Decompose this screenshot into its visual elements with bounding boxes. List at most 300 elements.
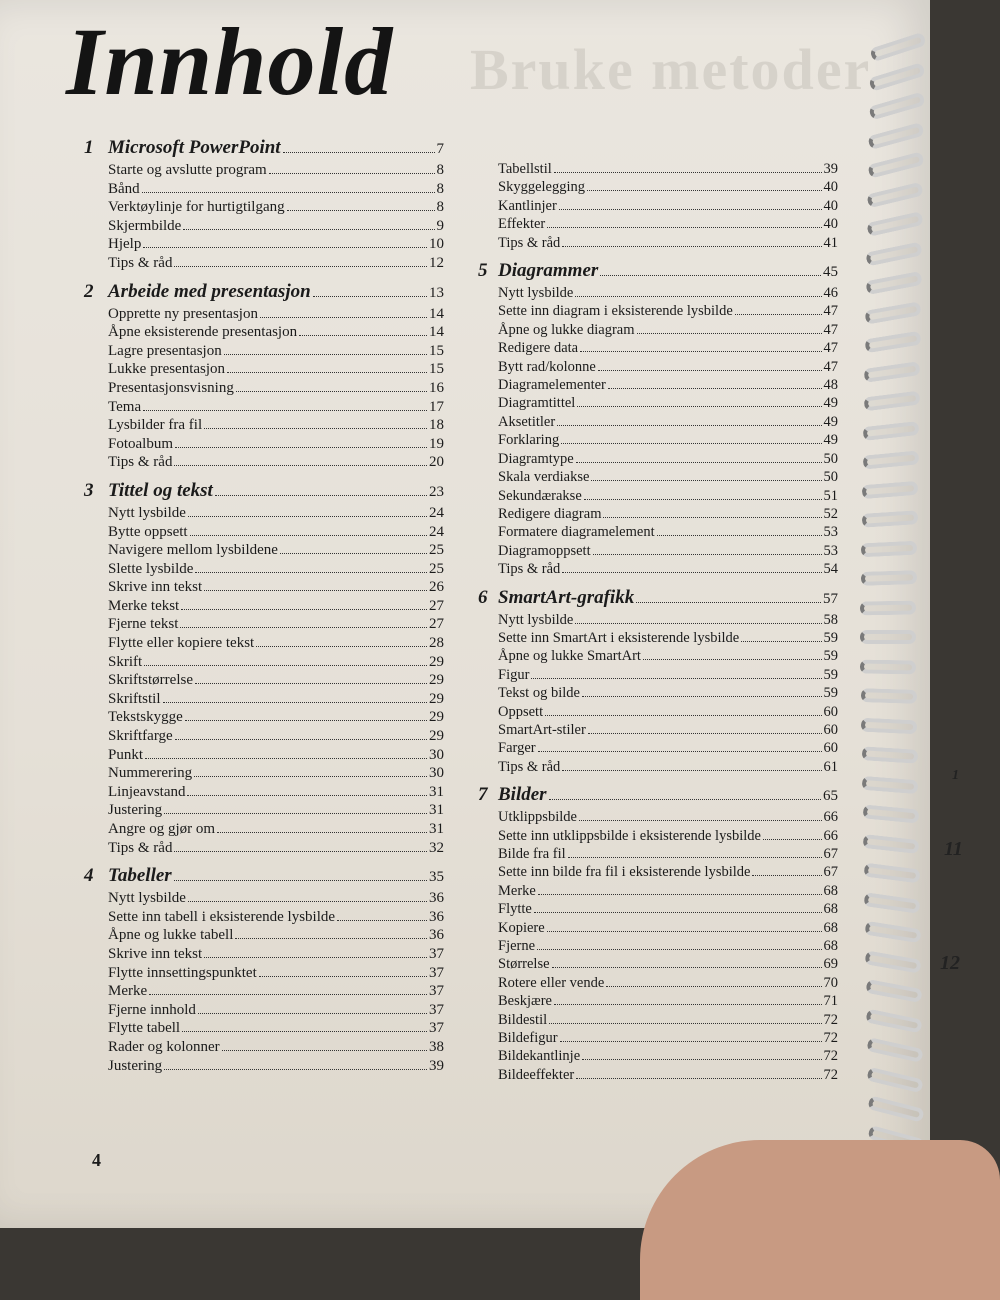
chapter-heading (84, 864, 444, 889)
toc-entry (478, 178, 838, 196)
entry-label: Starte og avslutte program (108, 162, 267, 178)
entry-page: 25 (429, 542, 444, 559)
chapter-title: SmartArt-grafikk (498, 586, 635, 608)
spiral-loop (864, 361, 921, 383)
entry-label: Aksetitler (498, 413, 556, 430)
entry-label: Tips & råd (498, 234, 561, 251)
dot-leader (236, 391, 427, 392)
dot-leader (593, 554, 822, 555)
dot-leader (579, 820, 822, 821)
entry-page: 68 (823, 938, 838, 955)
dot-leader (174, 465, 427, 466)
entry-page: 59 (823, 685, 838, 702)
entry-page: 66 (823, 827, 838, 844)
chapter-title: Microsoft PowerPoint (108, 137, 281, 158)
spiral-loop (868, 62, 926, 92)
entry-label: Tekst og bilde (498, 685, 580, 702)
entry-page: 25 (429, 560, 444, 577)
entry-page: 24 (429, 523, 444, 540)
entry-label: Lagre presentasjon (108, 342, 222, 359)
entry-page: 38 (429, 1038, 444, 1055)
toc-entry (478, 468, 838, 486)
dot-leader (552, 967, 822, 968)
dot-leader (163, 702, 427, 703)
entry-label: Skrive inn tekst (108, 945, 203, 962)
toc-entry (478, 542, 838, 560)
spiral-loop (862, 480, 919, 498)
dot-leader (175, 447, 427, 448)
entry-label: Merke tekst (108, 597, 180, 614)
toc-entry (84, 801, 444, 820)
entry-label: Rader og kolonner (108, 1038, 220, 1055)
entry-label: Skriftfarge (108, 728, 173, 745)
dot-leader (337, 920, 427, 921)
chapter-number: 2 (84, 280, 94, 302)
toc-entry (84, 435, 444, 454)
dot-leader (591, 480, 821, 481)
toc-chapter (84, 864, 444, 1075)
entry-page: 71 (823, 993, 838, 1010)
entry-page: 68 (823, 901, 838, 918)
toc-entry (84, 342, 444, 361)
dot-leader (575, 623, 821, 624)
toc-entry (84, 597, 444, 616)
dot-leader (577, 406, 821, 407)
dot-leader (142, 192, 435, 193)
toc-entry (478, 321, 838, 339)
entry-page: 14 (429, 324, 444, 341)
toc-entry (478, 234, 838, 252)
toc-entry (84, 746, 444, 765)
entry-page: 59 (823, 648, 838, 665)
spiral-loop (866, 1037, 924, 1063)
page-title: Innhold (66, 8, 394, 115)
dot-leader (260, 317, 427, 318)
dot-leader (741, 641, 821, 642)
toc-entry (84, 198, 444, 217)
entry-page: 20 (429, 454, 444, 471)
dot-leader (175, 739, 427, 740)
entry-label: Bytte oppsett (108, 523, 188, 540)
dot-leader (537, 949, 821, 950)
entry-label: Redigere diagram (498, 505, 602, 522)
toc-entry (84, 360, 444, 379)
toc-entry (478, 666, 838, 684)
spiral-loop (865, 979, 923, 1003)
entry-label: Åpne og lukke tabell (108, 927, 234, 944)
toc-column-right (478, 160, 838, 1084)
toc-entry (84, 634, 444, 653)
toc-entry (84, 820, 444, 839)
entry-label: Opprette ny presentasjon (108, 305, 258, 322)
entry-label: Nytt lysbilde (108, 504, 186, 521)
dot-leader (182, 1031, 427, 1032)
toc-entry (84, 217, 444, 236)
entry-label: Tips & råd (498, 758, 561, 775)
chapter-page: 65 (823, 788, 838, 805)
entry-page: 66 (823, 809, 838, 826)
entry-page: 60 (823, 703, 838, 720)
entry-page: 24 (429, 504, 444, 521)
entry-page: 37 (429, 964, 444, 981)
entry-label: Åpne og lukke SmartArt (498, 648, 641, 665)
toc-entry (478, 358, 838, 376)
entry-page: 53 (823, 542, 838, 559)
dot-leader (547, 227, 821, 228)
toc-entry (84, 504, 444, 523)
toc-entry (478, 302, 838, 320)
dot-leader (269, 173, 435, 174)
dot-leader (217, 832, 427, 833)
toc-entry (84, 235, 444, 254)
entry-page: 36 (429, 927, 444, 944)
toc-entry (478, 431, 838, 449)
entry-page: 40 (823, 179, 838, 196)
spiral-loop (861, 717, 918, 734)
dot-leader (188, 901, 427, 902)
entry-page: 68 (823, 882, 838, 899)
toc-entry (478, 394, 838, 412)
chapter-page: 23 (429, 483, 444, 500)
chapter-title: Bilder (498, 784, 547, 806)
toc-entry (478, 955, 838, 973)
entry-label: Slette lysbilde (108, 560, 194, 577)
entry-page: 19 (429, 435, 444, 452)
toc-entry (478, 215, 838, 233)
entry-label: Sette inn tabell i eksisterende lysbilde (108, 908, 336, 925)
dot-leader (143, 410, 427, 411)
entry-page: 17 (429, 398, 444, 415)
dot-leader (538, 751, 822, 752)
toc-entry (478, 919, 838, 937)
spiral-loop (864, 301, 922, 324)
entry-page: 8 (436, 180, 444, 197)
entry-label: Diagramoppsett (498, 542, 591, 559)
dot-leader (256, 646, 427, 647)
entry-label: Kantlinjer (498, 197, 557, 214)
spiral-loop (864, 921, 922, 944)
toc-entry (478, 703, 838, 721)
spiral-loop (865, 241, 923, 266)
dot-leader (582, 1059, 821, 1060)
entry-label: Figur (498, 666, 530, 683)
spiral-loop (867, 151, 925, 178)
entry-label: Effekter (498, 216, 546, 233)
dot-leader (643, 659, 822, 660)
chapter-heading (478, 586, 838, 611)
entry-page: 72 (823, 1048, 838, 1065)
dot-leader (174, 880, 427, 881)
entry-page: 36 (429, 908, 444, 925)
entry-label: Nytt lysbilde (498, 285, 574, 302)
toc-entry (84, 560, 444, 579)
entry-page: 29 (429, 672, 444, 689)
entry-page: 37 (429, 1020, 444, 1037)
entry-label: Bilde fra fil (498, 846, 566, 862)
spiral-loop (860, 659, 916, 674)
dot-leader (606, 986, 821, 987)
entry-page: 37 (429, 945, 444, 962)
chapter-page: 35 (429, 869, 444, 886)
dot-leader (188, 516, 427, 517)
entry-page: 47 (823, 358, 838, 375)
entry-page: 15 (429, 342, 444, 359)
toc-entry (84, 690, 444, 709)
toc-entry (84, 254, 444, 273)
entry-page: 27 (429, 597, 444, 614)
dot-leader (588, 733, 822, 734)
toc-entry (84, 161, 444, 180)
chapter-title: Tittel og tekst (108, 479, 213, 501)
spiral-loop (869, 32, 927, 63)
dot-leader (608, 388, 822, 389)
toc-entry (84, 908, 444, 927)
dot-leader (600, 275, 821, 276)
entry-page: 39 (429, 1057, 444, 1074)
dot-leader (575, 296, 821, 297)
entry-page: 37 (429, 983, 444, 1000)
dot-leader (164, 1069, 427, 1070)
toc-entry (478, 160, 838, 178)
entry-label: Fjerne tekst (108, 616, 179, 633)
toc-entry (478, 629, 838, 647)
dot-leader (582, 696, 822, 697)
spiral-loop (865, 271, 923, 295)
entry-page: 67 (823, 846, 838, 862)
dot-leader (144, 665, 427, 666)
toc-entry (478, 523, 838, 541)
entry-page: 36 (429, 890, 444, 907)
toc-entry (84, 1001, 444, 1020)
toc-entry (478, 487, 838, 505)
entry-label: Flytte tabell (108, 1020, 181, 1037)
dot-leader (561, 443, 821, 444)
dot-leader (636, 602, 821, 603)
entry-page: 59 (823, 629, 838, 646)
entry-label: Fjerne (498, 938, 536, 955)
toc-entry (84, 982, 444, 1001)
dot-leader (576, 462, 822, 463)
entry-label: Sette inn diagram i eksisterende lysbilde (498, 303, 733, 320)
entry-label: SmartArt-stiler (498, 721, 586, 738)
toc-entry (478, 900, 838, 918)
dot-leader (562, 246, 821, 247)
dot-leader (763, 839, 822, 840)
spiral-loop (867, 121, 925, 149)
entry-label: Bildefigur (498, 1030, 558, 1047)
toc-entry (84, 615, 444, 634)
entry-page: 47 (823, 321, 838, 338)
spiral-loop (862, 450, 919, 469)
toc-entry (478, 1029, 838, 1047)
entry-page: 48 (823, 377, 838, 394)
dot-leader (280, 553, 427, 554)
entry-label: Merke (108, 983, 148, 1000)
toc-chapter (84, 136, 444, 273)
toc-chapter (84, 280, 444, 472)
toc-chapter (478, 160, 838, 252)
entry-label: Skrive inn tekst (108, 579, 203, 596)
entry-label: Størrelse (498, 956, 550, 973)
dot-leader (215, 495, 427, 496)
entry-label: Fotoalbum (108, 435, 174, 452)
dot-leader (180, 627, 427, 628)
dot-leader (584, 499, 822, 500)
toc-entry (84, 305, 444, 324)
spiral-loop (866, 1066, 924, 1093)
entry-label: Skyggelegging (498, 179, 585, 196)
dot-leader (195, 572, 427, 573)
toc-entry (478, 560, 838, 578)
entry-page: 29 (429, 690, 444, 707)
entry-page: 10 (429, 236, 444, 253)
toc-entry (478, 376, 838, 394)
dot-leader (145, 758, 427, 759)
entry-page: 40 (823, 197, 838, 214)
spiral-loop (868, 91, 926, 120)
entry-label: Bytt rad/kolonne (498, 358, 596, 375)
dot-leader (194, 776, 427, 777)
entry-label: Fjerne innhold (108, 1001, 196, 1018)
chapter-title: Diagrammer (498, 260, 599, 282)
chapter-heading (84, 280, 444, 305)
entry-page: 70 (823, 974, 838, 991)
toc-entry (84, 578, 444, 597)
entry-page: 54 (823, 561, 838, 578)
entry-label: Merke (498, 882, 536, 899)
dot-leader (204, 428, 427, 429)
chapter-number: 5 (478, 260, 488, 282)
dot-leader (149, 994, 427, 995)
next-page-number: 12 (940, 952, 960, 974)
dot-leader (538, 894, 822, 895)
entry-label: Skrift (108, 653, 143, 670)
spiral-loop (860, 600, 916, 615)
entry-label: Hjelp (108, 236, 142, 253)
dot-leader (235, 938, 427, 939)
chapter-number: 6 (478, 586, 488, 608)
dot-leader (554, 172, 822, 173)
spiral-loop (865, 1008, 923, 1033)
entry-label: Rotere eller vende (498, 974, 605, 991)
dot-leader (259, 976, 427, 977)
entry-label: Sekundærakse (498, 487, 582, 504)
dot-leader (752, 875, 821, 876)
thumb (640, 1140, 1000, 1300)
entry-page: 61 (823, 758, 838, 775)
toc-entry (478, 863, 838, 881)
entry-page: 46 (823, 285, 838, 302)
entry-label: Flytte (498, 901, 532, 918)
dot-leader (164, 813, 427, 814)
entry-label: Bånd (108, 180, 140, 197)
spiral-binding (850, 0, 960, 1230)
entry-page: 31 (429, 821, 444, 837)
spiral-loop (864, 950, 922, 973)
chapter-number: 3 (84, 479, 94, 501)
dot-leader (560, 1041, 822, 1042)
entry-label: Verktøylinje for hurtigtilgang (108, 199, 285, 216)
toc-entry (84, 453, 444, 472)
toc-entry (84, 379, 444, 398)
dot-leader (198, 1013, 427, 1014)
toc-entry (478, 611, 838, 629)
entry-label: Tips & råd (108, 454, 173, 471)
entry-page: 69 (823, 956, 838, 973)
entry-label: Tips & råd (498, 561, 561, 578)
entry-page: 8 (436, 162, 444, 178)
toc-chapter (478, 586, 838, 777)
toc-entry (478, 1066, 838, 1084)
toc-entry (478, 845, 838, 863)
entry-label: Kopiere (498, 919, 545, 936)
next-page-number: 11 (944, 838, 963, 860)
entry-label: Skjermbilde (108, 217, 182, 234)
dot-leader (559, 209, 822, 210)
toc-entry (84, 889, 444, 908)
chapter-number: 7 (478, 784, 488, 806)
entry-page: 29 (429, 728, 444, 745)
spiral-loop (864, 331, 922, 354)
chapter-heading (478, 259, 838, 284)
dot-leader (222, 1050, 427, 1051)
toc-entry (84, 764, 444, 783)
toc-entry (84, 1057, 444, 1076)
entry-label: Farger (498, 740, 536, 757)
spiral-loop (863, 391, 920, 412)
toc-entry (478, 758, 838, 776)
toc-entry (478, 1011, 838, 1029)
entry-page: 68 (823, 919, 838, 936)
entry-page: 31 (429, 802, 444, 819)
chapter-page: 57 (823, 590, 838, 607)
toc-entry (84, 541, 444, 560)
entry-page: 39 (823, 161, 838, 177)
entry-page: 16 (429, 379, 444, 396)
toc-entry (478, 197, 838, 215)
entry-label: Bildeeffekter (498, 1066, 575, 1083)
entry-label: Skala verdiakse (498, 469, 590, 486)
entry-label: Bildestil (498, 1011, 548, 1028)
toc-entry (84, 1038, 444, 1057)
entry-label: Tabellstil (498, 161, 552, 177)
toc-entry (84, 783, 444, 802)
entry-page: 47 (823, 340, 838, 357)
dot-leader (313, 296, 427, 297)
entry-page: 47 (823, 303, 838, 320)
dot-leader (557, 425, 821, 426)
entry-page: 30 (429, 765, 444, 782)
entry-page: 49 (823, 413, 838, 430)
toc-entry (478, 721, 838, 739)
entry-label: Lysbilder fra fil (108, 417, 203, 434)
dot-leader (562, 572, 821, 573)
entry-label: Diagramtittel (498, 395, 576, 412)
entry-label: Tips & råd (108, 839, 173, 856)
dot-leader (547, 931, 822, 932)
dot-leader (204, 957, 427, 958)
entry-label: Skriftstørrelse (108, 672, 193, 689)
dot-leader (190, 535, 427, 536)
dot-leader (576, 1078, 821, 1079)
entry-page: 50 (823, 450, 838, 467)
toc-entry (478, 684, 838, 702)
dot-leader (637, 333, 822, 334)
toc-chapter (478, 783, 838, 1084)
entry-page: 18 (429, 417, 444, 434)
spiral-loop (861, 570, 917, 586)
entry-page: 52 (823, 505, 838, 522)
